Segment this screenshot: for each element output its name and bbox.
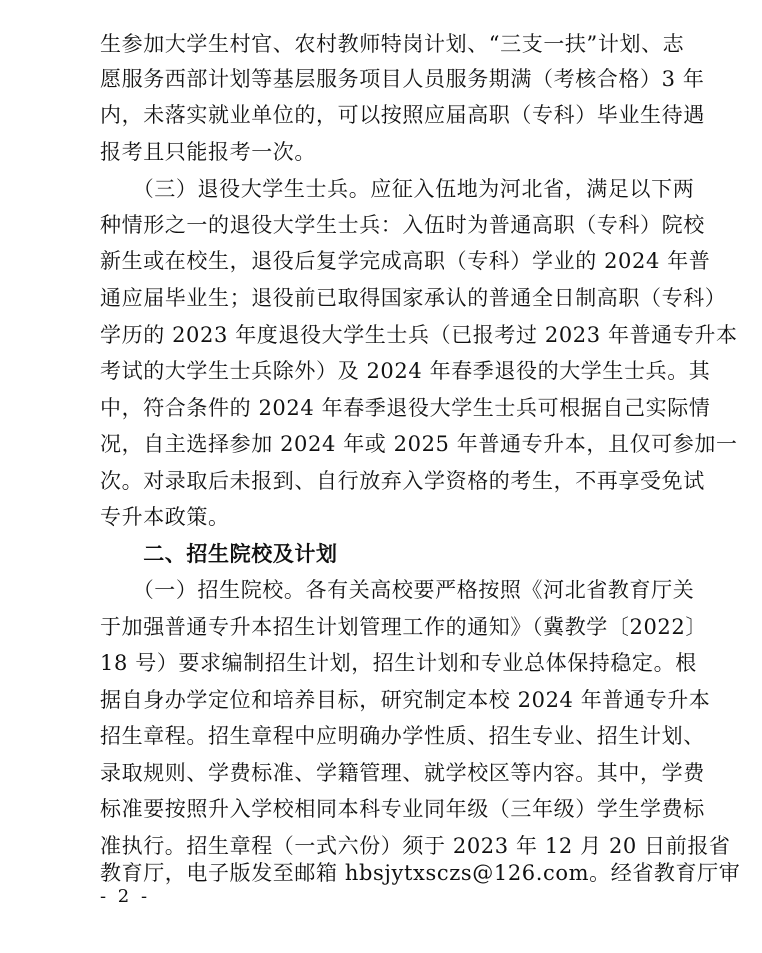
text-line: 专升本政策。 — [100, 505, 230, 529]
text-line: 18 号）要求编制招生计划，招生计划和专业总体保持稳定。根 — [100, 651, 697, 675]
text-line: 教育厅，电子版发至邮箱 hbsjytxsczs@126.com。经省教育厅审 — [100, 861, 741, 885]
text-line: （三）退役大学生士兵。应征入伍地为河北省，满足以下两 — [100, 177, 695, 201]
text-line: 生参加大学生村官、农村教师特岗计划、“三支一扶”计划、志 — [100, 32, 685, 56]
page-number: - 2 - — [100, 886, 151, 907]
text-line: 报考且只能报考一次。 — [100, 140, 316, 164]
text-line: 种情形之一的退役大学生士兵：入伍时为普通高职（专科）院校 — [100, 213, 705, 237]
text-line: 愿服务西部计划等基层服务项目人员服务期满（考核合格）3 年 — [100, 67, 705, 91]
text-line: 况，自主选择参加 2024 年或 2025 年普通专升本，且仅可参加一 — [100, 432, 738, 456]
text-line: 考试的大学生士兵除外）及 2024 年春季退役的大学生士兵。其 — [100, 359, 711, 383]
text-line: （一）招生院校。各有关高校要严格按照《河北省教育厅关 — [100, 578, 695, 602]
text-line: 标准要按照升入学校相同本科专业同年级（三年级）学生学费标 — [100, 797, 705, 821]
text-line: 中，符合条件的 2024 年春季退役大学生士兵可根据自己实际情 — [100, 396, 711, 420]
text-line: 内，未落实就业单位的，可以按照应届高职（专科）毕业生待遇 — [100, 103, 705, 127]
text-line: 于加强普通专升本招生计划管理工作的通知》（冀教学〔2022〕 — [100, 615, 707, 639]
text-line: 录取规则、学费标准、学籍管理、就学校区等内容。其中，学费 — [100, 761, 705, 785]
text-line: 准执行。招生章程（一式六份）须于 2023 年 12 月 20 日前报省 — [100, 834, 731, 858]
text-line: 通应届毕业生；退役前已取得国家承认的普通全日制高职（专科） — [100, 286, 727, 310]
text-line: 据自身办学定位和培养目标，研究制定本校 2024 年普通专升本 — [100, 688, 711, 712]
text-line: 学历的 2023 年度退役大学生士兵（已报考过 2023 年普通专升本 — [100, 323, 738, 347]
text-line: 次。对录取后未报到、自行放弃入学资格的考生，不再享受免试 — [100, 469, 705, 493]
text-line: 新生或在校生，退役后复学完成高职（专科）学业的 2024 年普 — [100, 249, 711, 273]
section-heading: 二、招生院校及计划 — [100, 541, 338, 566]
text-line: 招生章程。招生章程中应明确办学性质、招生专业、招生计划、 — [100, 724, 705, 748]
